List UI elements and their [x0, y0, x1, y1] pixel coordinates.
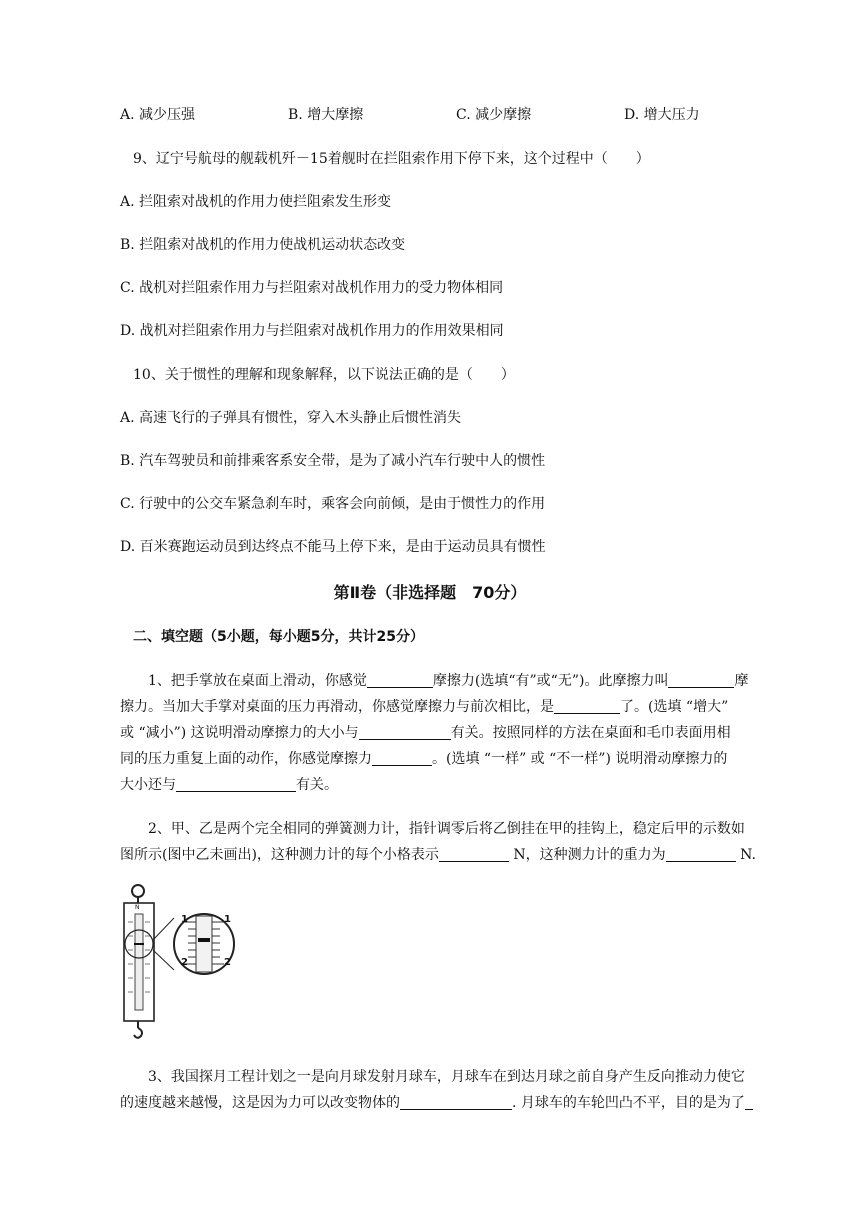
spring-scale-drawing: [112, 882, 242, 1042]
q8-option-c: C. 减少摩擦: [456, 107, 532, 123]
text: 大小还与: [120, 777, 176, 793]
magnified-label-1-right: 1: [224, 914, 231, 925]
text: 或 “减小”) 这说明滑动摩擦力的大小与: [120, 725, 359, 741]
text: N，这种测力计的重力为: [508, 847, 666, 863]
q9-option-d: D. 战机对拦阻索作用力与拦阻索对战机作用力的作用效果相同: [120, 323, 504, 339]
q8-option-a: A. 减少压强: [120, 107, 196, 123]
q9-stem: 9、辽宁号航母的舰载机歼－15着舰时在拦阻索作用下停下来，这个过程中（ ）: [133, 151, 650, 167]
q9-option-b: B. 拦阻索对战机的作用力使战机运动状态改变: [120, 237, 406, 253]
q10-option-c: C. 行驶中的公交车紧急刹车时，乘客会向前倾，是由于惯性力的作用: [120, 496, 546, 512]
q10-stem: 10、关于惯性的理解和现象解释，以下说法正确的是（ ）: [133, 367, 515, 383]
text: 摩擦力(选填“有”或“无”)。此摩擦力叫: [432, 673, 669, 689]
answer-blank[interactable]: [439, 845, 509, 862]
fill-in-heading: 二、填空题（5小题，每小题5分，共计25分）: [133, 629, 424, 645]
q10-option-b: B. 汽车驾驶员和前排乘客系安全带，是为了减小汽车行驶中人的惯性: [120, 453, 546, 469]
text: 摩: [734, 673, 749, 689]
answer-blank[interactable]: [372, 749, 432, 766]
q9-option-a: A. 拦阻索对战机的作用力使拦阻索发生形变: [120, 194, 392, 210]
text: 擦力。当加大手掌对桌面的压力再滑动，你感觉摩擦力与前次相比，是: [120, 699, 554, 715]
fill2-line: [120, 842, 800, 868]
text: 1、把手掌放在桌面上滑动，你感觉: [120, 673, 367, 689]
fill1-line: [120, 694, 800, 720]
answer-blank[interactable]: [359, 723, 451, 740]
text: N.: [735, 847, 756, 863]
text: 的速度越来越慢，这是因为力可以改变物体的: [120, 1095, 400, 1111]
spring-scale-figure: [112, 882, 242, 1042]
q8-option-d: D. 增大压力: [624, 107, 700, 123]
text: 了。(选填 “增大”: [620, 699, 729, 715]
q9-option-c: C. 战机对拦阻索作用力与拦阻索对战机作用力的受力物体相同: [120, 280, 504, 296]
section-title: 第Ⅱ卷（非选择题 70分）: [333, 583, 527, 602]
answer-blank[interactable]: [554, 697, 620, 714]
magnified-label-2: 2: [181, 957, 188, 968]
answer-blank[interactable]: [400, 1093, 512, 1110]
text: . 月球车的车轮凹凸不平，目的是为了: [512, 1095, 745, 1111]
fill3-line: 3、我国探月工程计划之一是向月球发射月球车，月球车在到达月球之前自身产生反向推动力使它: [120, 1069, 745, 1085]
q10-option-a: A. 高速飞行的子弹具有惯性，穿入木头静止后惯性消失: [120, 410, 462, 426]
answer-blank[interactable]: [176, 775, 296, 792]
fill2-line: 2、甲、乙是两个完全相同的弹簧测力计，指针调零后将乙倒挂在甲的挂钩上，稳定后甲的示数如: [120, 821, 745, 837]
fill1-line: [120, 668, 800, 694]
answer-blank[interactable]: [745, 1093, 753, 1110]
text: 同的压力重复上面的动作，你感觉摩擦力: [120, 751, 372, 767]
text: 有关。: [296, 777, 338, 793]
fill1-line: [120, 772, 800, 798]
magnified-label-2-right: 2: [224, 957, 231, 968]
fill-question-2: [120, 816, 800, 868]
fill1-line: [120, 746, 800, 772]
answer-blank[interactable]: [666, 845, 736, 862]
q10-option-d: D. 百米赛跑运动员到达终点不能马上停下来，是由于运动员具有惯性: [120, 539, 546, 555]
q8-option-b: B. 增大摩擦: [288, 107, 364, 123]
text: 。(选填 “一样” 或 “不一样”) 说明滑动摩擦力的: [432, 751, 728, 767]
fill-question-1: [120, 668, 800, 798]
text: 有关。按照同样的方法在桌面和毛巾表面用相: [450, 725, 731, 741]
fill1-line: [120, 720, 800, 746]
q8-options: [120, 104, 760, 126]
fill-question-3: [120, 1064, 800, 1116]
scale-unit-label: N: [135, 904, 140, 911]
text: 图所示(图中乙未画出)，这种测力计的每个小格表示: [120, 847, 439, 863]
magnified-label-1: 1: [181, 914, 188, 925]
fill3-line: [120, 1090, 800, 1116]
answer-blank[interactable]: [367, 671, 433, 688]
answer-blank[interactable]: [668, 671, 734, 688]
